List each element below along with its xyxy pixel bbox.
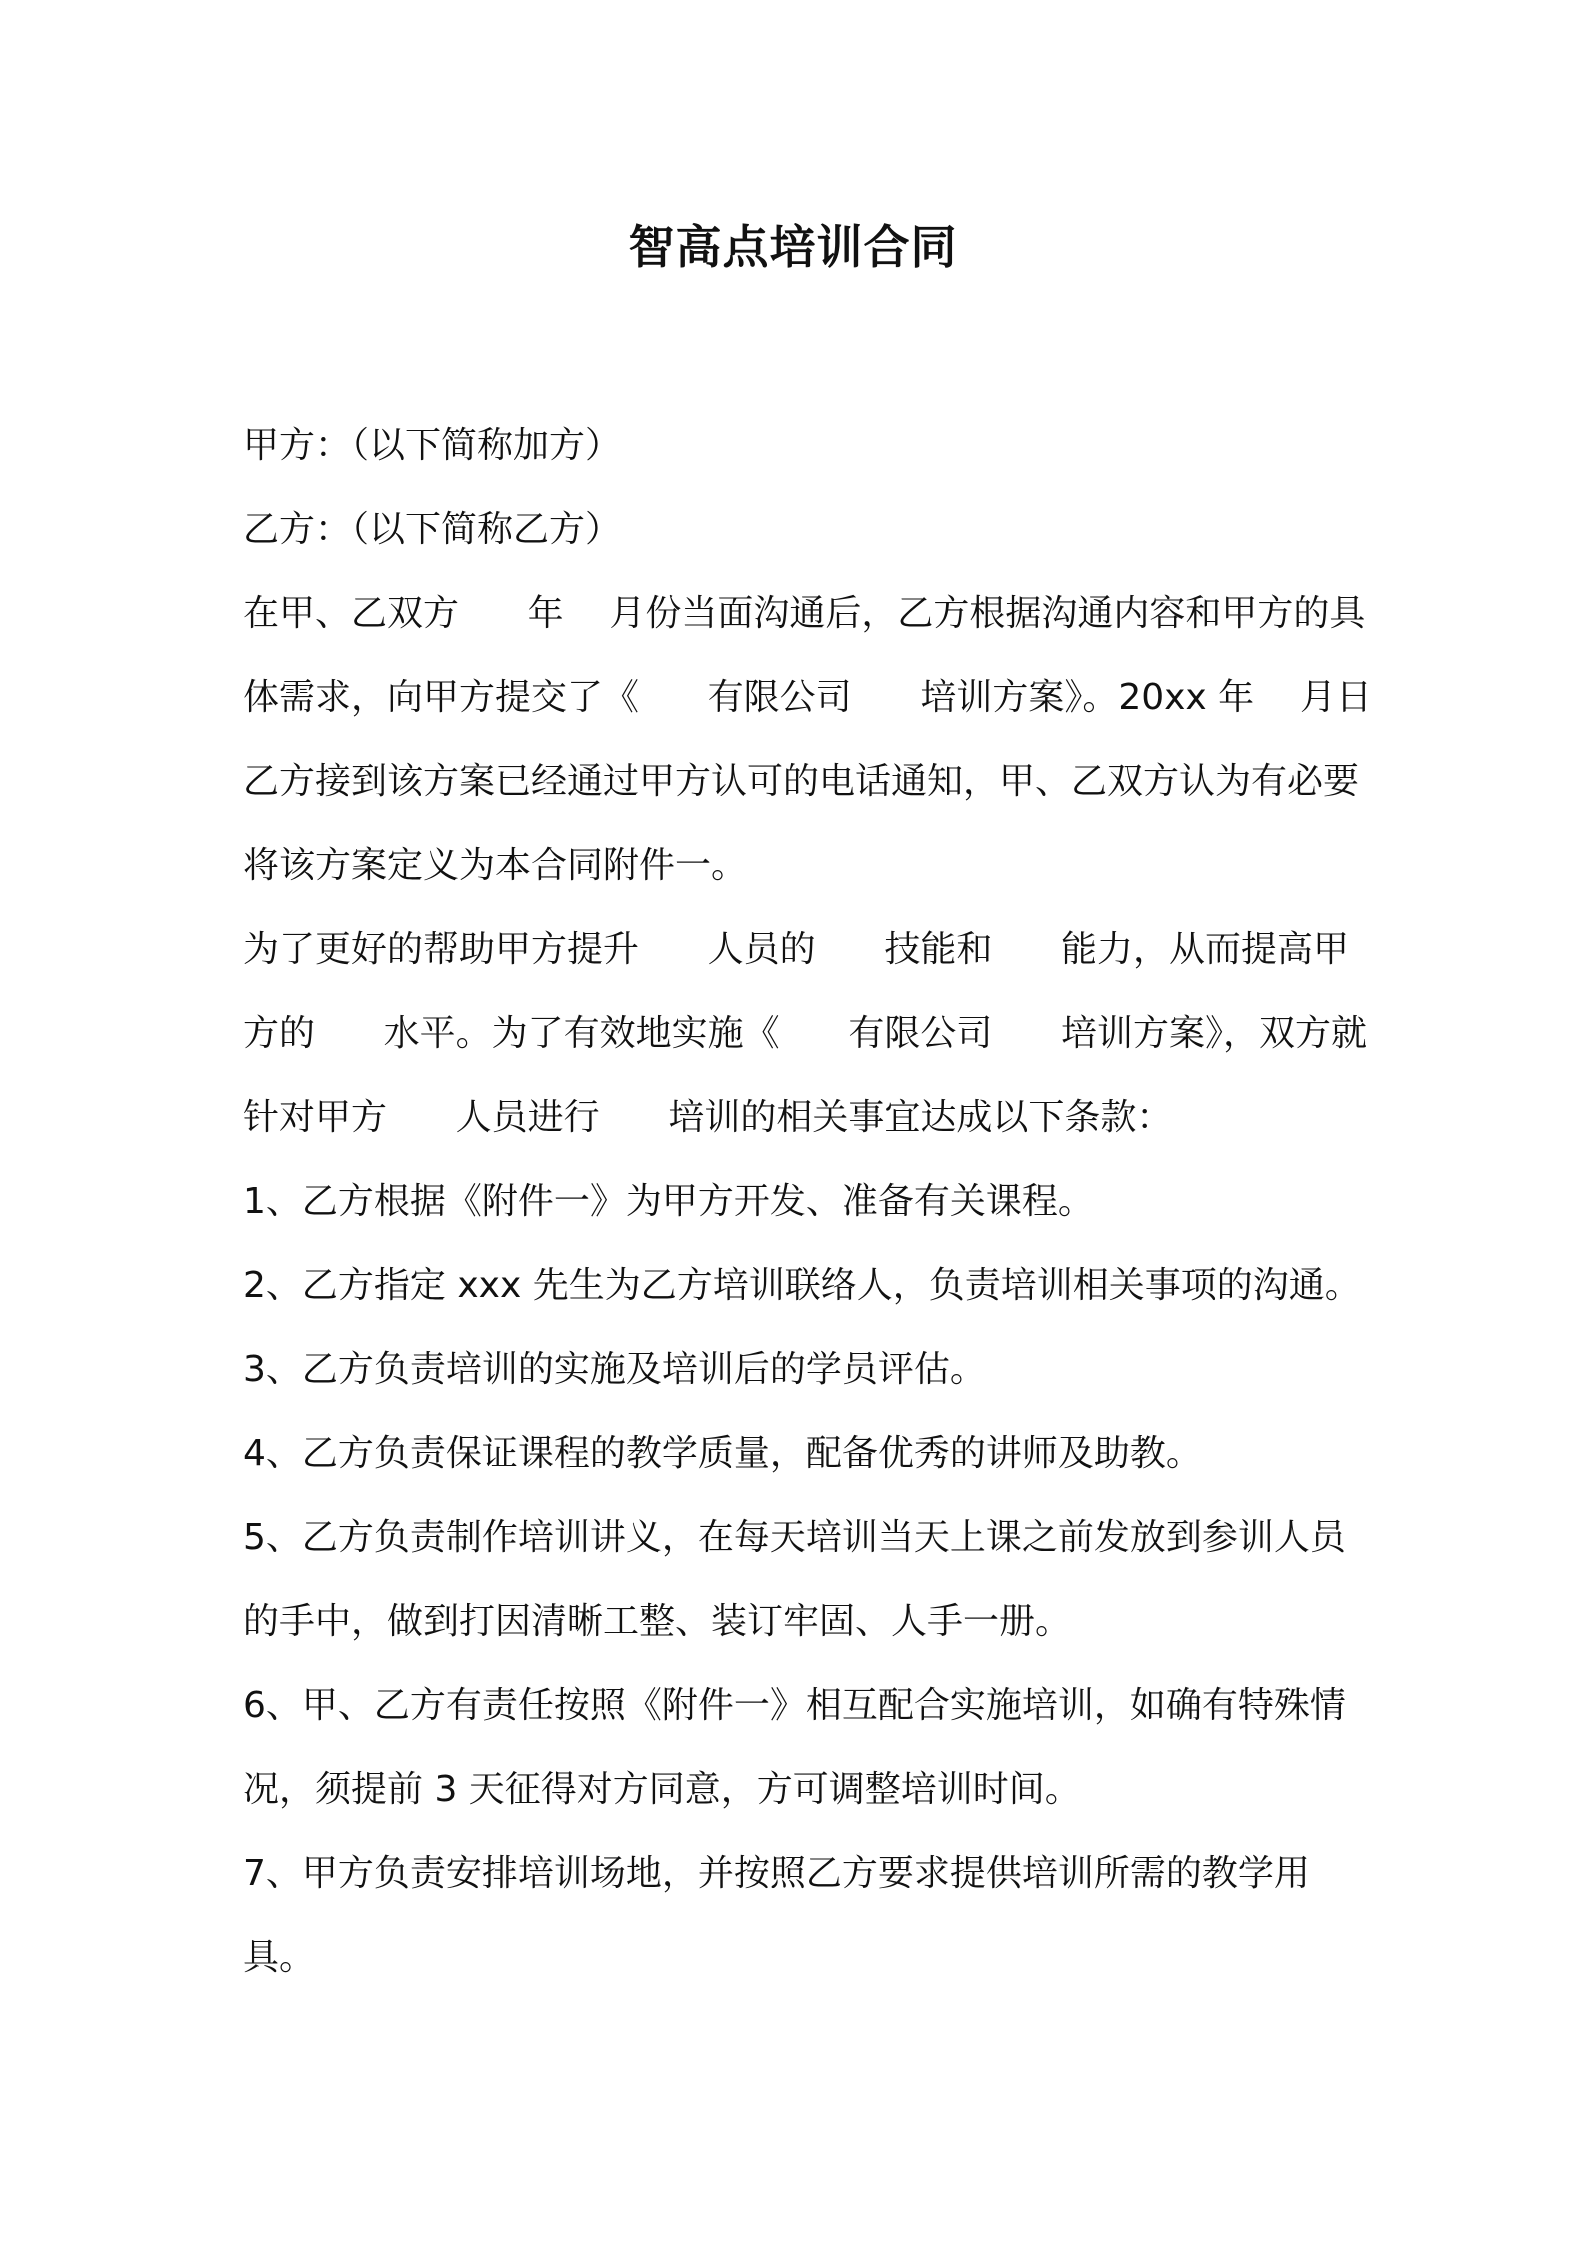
clause-4: 4、乙方负责保证课程的教学质量，配备优秀的讲师及助教。: [243, 1433, 1202, 1474]
party-a-line: 甲方：（以下简称加方）: [243, 425, 622, 466]
clause-5: 5、乙方负责制作培训讲义，在每天培训当天上课之前发放到参训人员的手中，做到打因清晰工整、装订牢固、人手一册。: [243, 1517, 1346, 1642]
clause-1: 1、乙方根据《附件一》为甲方开发、准备有关课程。: [243, 1181, 1094, 1222]
clause-7: 7、甲方负责安排培训场地，并按照乙方要求提供培训所需的教学用具。: [243, 1853, 1310, 1978]
document-body: [243, 404, 1373, 2000]
clause-2: 2、乙方指定 xxx 先生为乙方培训联络人，负责培训相关事项的沟通。: [243, 1265, 1361, 1306]
document-title: 智高点培训合同: [628, 220, 958, 274]
party-b-line: 乙方：（以下简称乙方）: [243, 509, 622, 550]
clause-6: 6、甲、乙方有责任按照《附件一》相互配合实施培训，如确有特殊情况，须提前 3 天征得对方同意，方可调整培训时间。: [243, 1685, 1346, 1810]
clause-3: 3、乙方负责培训的实施及培训后的学员评估。: [243, 1349, 986, 1390]
purpose-paragraph: 为了更好的帮助甲方提升 人员的 技能和 能力，从而提高甲方的 水平。为了有效地实施《 有限公司 培训方案》，双方就针对甲方 人员进行 培训的相关事宜达成以下条款：: [243, 929, 1367, 1138]
intro-paragraph: 在甲、乙双方 年 月份当面沟通后，乙方根据沟通内容和甲方的具体需求，向甲方提交了《 有限公司 培训方案》。20xx 年 月日乙方接到该方案已经通过甲方认可的电话通知，甲、乙双方认为有必要将该方案定义为本合同附件一。: [243, 593, 1372, 886]
